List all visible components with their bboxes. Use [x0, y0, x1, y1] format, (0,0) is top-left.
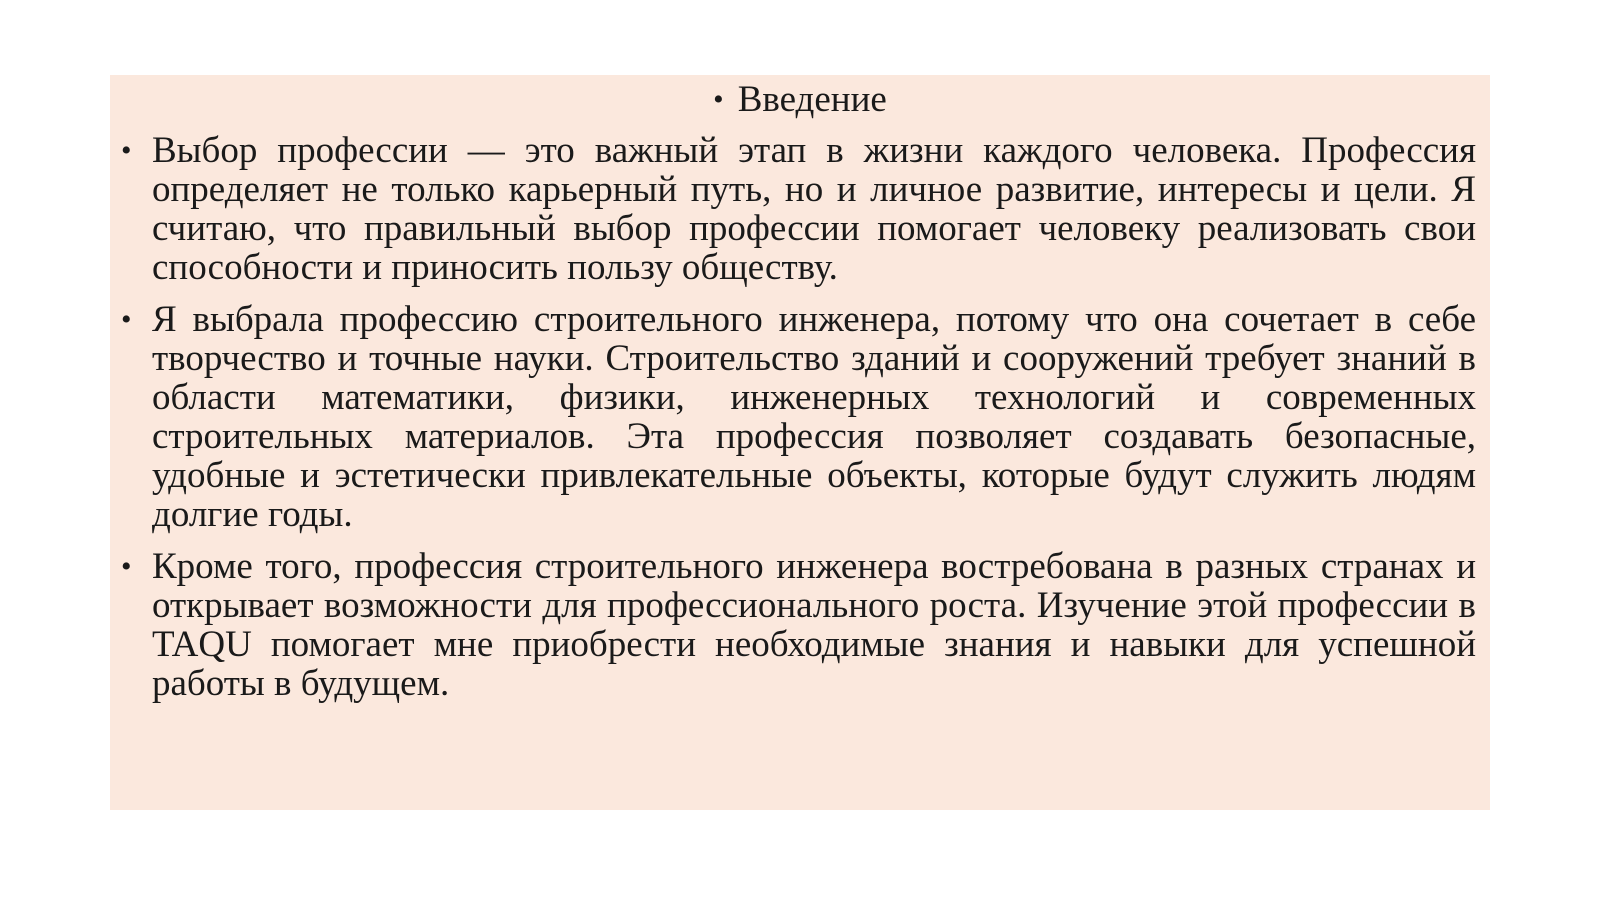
paragraph-text: Я выбрала профессию строительного инженера, потому что она сочетает в себе творчество и точные науки. Строительство зданий и сооружений требует знаний в области математики, физики, инженерных технологий и современных строительных материалов. Эта профессия позволяет создавать безопасные, удобные и эстетически привлекательные объекты, которые будут служить людям долгие годы. — [152, 299, 1476, 535]
bullet-icon: • — [713, 83, 724, 116]
bullet-icon: • — [121, 303, 132, 336]
paragraph-text: Выбор профессии — это важный этап в жизни каждого человека. Профессия определяет не только карьерный путь, но и личное развитие, интересы и цели. Я считаю, что правильный выбор профессии помогает человеку реализовать свои способности и приносить пользу обществу. — [152, 130, 1476, 288]
heading-text: Введение — [737, 79, 887, 120]
slide-heading — [110, 77, 1490, 123]
paragraph-choice-of-profession — [110, 131, 1490, 287]
bullet-list — [110, 131, 1490, 716]
paragraph-text: Кроме того, профессия строительного инженера востребована в разных странах и открывает возможности для профессионального роста. Изучение этой профессии в TAQU помогает мне приобрести необходимые знания и навыки для успешной работы в будущем. — [152, 546, 1476, 704]
bullet-icon: • — [121, 134, 132, 167]
slide-content-box — [110, 75, 1490, 810]
paragraph-demand-and-growth — [110, 547, 1490, 703]
bullet-icon: • — [121, 550, 132, 583]
paragraph-civil-engineer — [110, 300, 1490, 534]
